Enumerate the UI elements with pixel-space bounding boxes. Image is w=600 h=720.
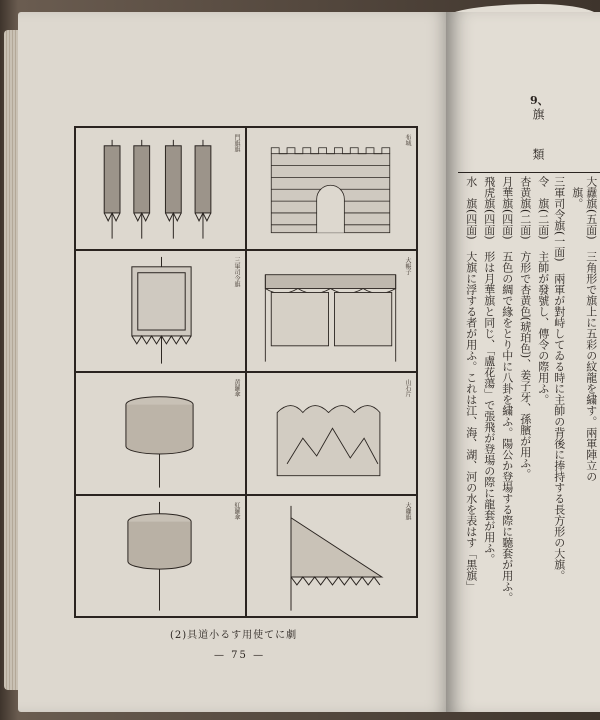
plate-cell-banners — [75, 127, 246, 250]
plate-cell-tent — [246, 250, 417, 373]
text-line: 大纛旗(五面) 三角形で旗上に五彩の紋龍を繍す。兩軍陣立の — [584, 176, 598, 482]
text-line: 飛虎旗(四面) 形は月華旗と同じ、「盧花蕩」で張飛が登場の際に龍套が用ふ。 — [482, 176, 496, 565]
cell-label: 山石片 — [404, 379, 411, 397]
cell-label: 紅羅傘 — [233, 501, 240, 520]
command-flag-drawing — [76, 251, 245, 372]
text-column — [570, 176, 584, 646]
text-column — [584, 176, 598, 646]
plate-cell-wall — [246, 127, 417, 250]
red-canopy-drawing — [76, 496, 245, 617]
plate-cell-red-canopy — [75, 495, 246, 618]
banners-drawing — [76, 128, 245, 249]
text-column — [552, 176, 566, 646]
text-column — [500, 176, 514, 646]
plate-cell-great-banner — [246, 495, 417, 618]
mountain-drawing — [247, 373, 416, 494]
cell-label: 門旗旗 — [233, 134, 240, 152]
section-number: 9、 — [530, 94, 549, 107]
illustration-plate — [74, 126, 418, 618]
page-number: — 75 — — [214, 650, 266, 661]
section-rule — [458, 172, 600, 173]
text-column — [464, 176, 478, 646]
plate-cell-mountain — [246, 372, 417, 495]
text-column — [536, 176, 550, 646]
cell-label: 三軍司令旗 — [233, 256, 240, 287]
text-column — [518, 176, 532, 646]
wall-drawing — [247, 128, 416, 249]
text-line: 令 旗(二面) 主帥が發號し、傳令の際用ふ。 — [536, 176, 550, 405]
yellow-canopy-drawing — [76, 373, 245, 494]
section-title: 旗 類 — [531, 108, 545, 168]
text-line: 水 旗(四面) 大旗に浮する者が用ふ。これは江、海、湖、河の水を表はす「黒旗」 — [464, 176, 478, 592]
text-line: 旗。 — [570, 176, 584, 209]
cell-label: 黄羅傘 — [233, 379, 240, 397]
tent-drawing — [247, 251, 416, 372]
plate-caption: (2)具道小るす用使てに劇 — [170, 630, 298, 641]
cell-label: 布城 — [404, 134, 411, 146]
plate-cell-command-flag — [75, 250, 246, 373]
cell-label: 大纛旗 — [404, 501, 411, 520]
text-line: 杏黄旗(二面) 方形で杏黄色(琥珀色)、姜子牙、孫臏が用ふ。 — [518, 176, 532, 480]
text-line: 月華旗(四面) 五色の綢で緣をとり中に八卦を繍ふ。陽公か登場する際に聽套が用ふ。 — [500, 176, 514, 603]
plate-cell-yellow-canopy — [75, 372, 246, 495]
text-column — [482, 176, 496, 646]
great-banner-drawing — [247, 496, 416, 617]
text-line: 三軍司令旗(一面) 兩軍が對峙してゐる時に主帥の背後に捧持する長方形の大旗。 — [552, 176, 566, 581]
cell-label: 大帳子 — [404, 256, 411, 275]
